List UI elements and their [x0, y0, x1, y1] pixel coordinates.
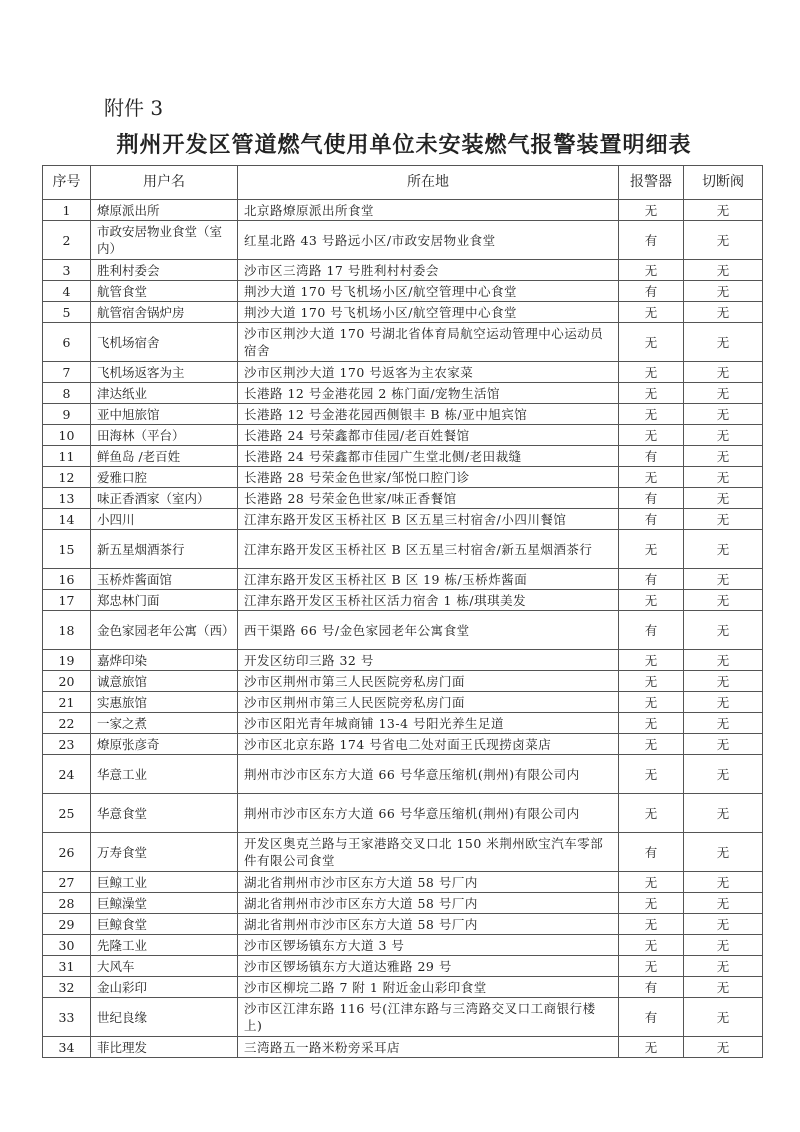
row-user-name: 菲比理发: [91, 1037, 238, 1058]
table-row: [43, 467, 763, 488]
table-row: [43, 200, 763, 221]
row-valve-status: 无: [684, 977, 763, 998]
gas-alarm-table: [42, 165, 763, 1058]
row-alarm-status: 无: [619, 935, 684, 956]
row-number: 27: [43, 872, 91, 893]
row-valve-status: 无: [684, 221, 763, 260]
table-row: [43, 734, 763, 755]
row-number: 18: [43, 611, 91, 650]
row-address: 开发区奥克兰路与王家港路交叉口北 150 米荆州欧宝汽车零部件有限公司食堂: [238, 833, 619, 872]
row-valve-status: 无: [684, 569, 763, 590]
row-valve-status: 无: [684, 650, 763, 671]
row-number: 15: [43, 530, 91, 569]
row-number: 10: [43, 425, 91, 446]
row-number: 5: [43, 302, 91, 323]
row-user-name: 燎原派出所: [91, 200, 238, 221]
table-row: [43, 794, 763, 833]
row-number: 9: [43, 404, 91, 425]
row-alarm-status: 无: [619, 383, 684, 404]
row-number: 17: [43, 590, 91, 611]
row-number: 4: [43, 281, 91, 302]
row-valve-status: 无: [684, 200, 763, 221]
table-row: [43, 590, 763, 611]
row-alarm-status: 无: [619, 914, 684, 935]
row-number: 1: [43, 200, 91, 221]
row-valve-status: 无: [684, 425, 763, 446]
row-address: 江津东路开发区玉桥社区 B 区五星三村宿舍/新五星烟酒茶行: [238, 530, 619, 569]
row-alarm-status: 有: [619, 611, 684, 650]
table-row: [43, 755, 763, 794]
header-alarm: 报警器: [619, 166, 684, 200]
table-row: [43, 914, 763, 935]
row-user-name: 玉桥炸酱面馆: [91, 569, 238, 590]
row-address: 红星北路 43 号路远小区/市政安居物业食堂: [238, 221, 619, 260]
row-address: 长港路 24 号荣鑫都市佳园广生堂北侧/老田裁缝: [238, 446, 619, 467]
row-number: 23: [43, 734, 91, 755]
row-address: 江津东路开发区玉桥社区 B 区五星三村宿舍/小四川餐馆: [238, 509, 619, 530]
row-number: 28: [43, 893, 91, 914]
row-address: 荆州市沙市区东方大道 66 号华意压缩机(荆州)有限公司内: [238, 794, 619, 833]
row-alarm-status: 有: [619, 833, 684, 872]
row-address: 沙市区三湾路 17 号胜利村村委会: [238, 260, 619, 281]
row-alarm-status: 有: [619, 221, 684, 260]
row-number: 6: [43, 323, 91, 362]
row-number: 24: [43, 755, 91, 794]
row-user-name: 亚中旭旅馆: [91, 404, 238, 425]
row-number: 8: [43, 383, 91, 404]
table-row: [43, 872, 763, 893]
row-address: 荆州市沙市区东方大道 66 号华意压缩机(荆州)有限公司内: [238, 755, 619, 794]
row-number: 14: [43, 509, 91, 530]
row-user-name: 味正香酒家（室内）: [91, 488, 238, 509]
row-address: 江津东路开发区玉桥社区 B 区 19 栋/玉桥炸酱面: [238, 569, 619, 590]
row-user-name: 新五星烟酒茶行: [91, 530, 238, 569]
row-alarm-status: 无: [619, 692, 684, 713]
table-row: [43, 488, 763, 509]
row-alarm-status: 无: [619, 671, 684, 692]
row-alarm-status: 无: [619, 362, 684, 383]
table-row: [43, 404, 763, 425]
row-valve-status: 无: [684, 611, 763, 650]
row-valve-status: 无: [684, 713, 763, 734]
table-row: [43, 446, 763, 467]
header-valve: 切断阀: [684, 166, 763, 200]
row-number: 30: [43, 935, 91, 956]
row-number: 21: [43, 692, 91, 713]
row-valve-status: 无: [684, 755, 763, 794]
table-row: [43, 671, 763, 692]
row-number: 3: [43, 260, 91, 281]
row-address: 沙市区阳光青年城商铺 13-4 号阳光养生足道: [238, 713, 619, 734]
row-alarm-status: 无: [619, 755, 684, 794]
table-row: [43, 260, 763, 281]
table-row: [43, 383, 763, 404]
row-address: 北京路燎原派出所食堂: [238, 200, 619, 221]
row-valve-status: 无: [684, 362, 763, 383]
table-row: [43, 1037, 763, 1058]
row-alarm-status: 无: [619, 590, 684, 611]
row-alarm-status: 无: [619, 323, 684, 362]
row-valve-status: 无: [684, 260, 763, 281]
row-alarm-status: 有: [619, 977, 684, 998]
row-alarm-status: 有: [619, 446, 684, 467]
row-alarm-status: 无: [619, 794, 684, 833]
row-address: 沙市区柳垸二路 7 附 1 附近金山彩印食堂: [238, 977, 619, 998]
row-valve-status: 无: [684, 956, 763, 977]
row-user-name: 燎原张彦奇: [91, 734, 238, 755]
row-address: 沙市区锣场镇东方大道 3 号: [238, 935, 619, 956]
header-user: 用户名: [91, 166, 238, 200]
row-valve-status: 无: [684, 530, 763, 569]
row-address: 沙市区江津东路 116 号(江津东路与三湾路交叉口工商银行楼上): [238, 998, 619, 1037]
row-valve-status: 无: [684, 446, 763, 467]
row-alarm-status: 有: [619, 998, 684, 1037]
row-number: 7: [43, 362, 91, 383]
row-alarm-status: 无: [619, 734, 684, 755]
row-alarm-status: 无: [619, 893, 684, 914]
row-valve-status: 无: [684, 671, 763, 692]
row-valve-status: 无: [684, 998, 763, 1037]
row-user-name: 小四川: [91, 509, 238, 530]
row-address: 湖北省荆州市沙市区东方大道 58 号厂内: [238, 914, 619, 935]
row-valve-status: 无: [684, 872, 763, 893]
row-valve-status: 无: [684, 692, 763, 713]
row-address: 沙市区锣场镇东方大道达雅路 29 号: [238, 956, 619, 977]
table-row: [43, 713, 763, 734]
row-user-name: 大风车: [91, 956, 238, 977]
row-alarm-status: 有: [619, 509, 684, 530]
row-user-name: 巨鲸澡堂: [91, 893, 238, 914]
row-valve-status: 无: [684, 323, 763, 362]
document-title: 荆州开发区管道燃气使用单位未安装燃气报警装置明细表: [116, 132, 692, 158]
row-number: 20: [43, 671, 91, 692]
row-number: 33: [43, 998, 91, 1037]
row-alarm-status: 有: [619, 569, 684, 590]
row-user-name: 一家之煮: [91, 713, 238, 734]
row-valve-status: 无: [684, 893, 763, 914]
row-alarm-status: 无: [619, 425, 684, 446]
row-user-name: 郑忠林门面: [91, 590, 238, 611]
row-user-name: 飞机场返客为主: [91, 362, 238, 383]
row-alarm-status: 有: [619, 488, 684, 509]
table-row: [43, 302, 763, 323]
row-user-name: 田海林（平台）: [91, 425, 238, 446]
row-number: 26: [43, 833, 91, 872]
table-row: [43, 425, 763, 446]
row-user-name: 飞机场宿舍: [91, 323, 238, 362]
table-row: [43, 956, 763, 977]
row-valve-status: 无: [684, 302, 763, 323]
row-user-name: 巨鲸工业: [91, 872, 238, 893]
table-row: [43, 893, 763, 914]
row-alarm-status: 无: [619, 200, 684, 221]
row-user-name: 金山彩印: [91, 977, 238, 998]
row-user-name: 巨鲸食堂: [91, 914, 238, 935]
row-number: 29: [43, 914, 91, 935]
row-alarm-status: 无: [619, 260, 684, 281]
row-address: 沙市区荆州市第三人民医院旁私房门面: [238, 692, 619, 713]
row-alarm-status: 无: [619, 467, 684, 488]
row-address: 湖北省荆州市沙市区东方大道 58 号厂内: [238, 893, 619, 914]
row-user-name: 鲜鱼岛 /老百姓: [91, 446, 238, 467]
row-valve-status: 无: [684, 404, 763, 425]
table-row: [43, 530, 763, 569]
row-user-name: 世纪良缘: [91, 998, 238, 1037]
row-user-name: 实惠旅馆: [91, 692, 238, 713]
row-number: 16: [43, 569, 91, 590]
row-number: 2: [43, 221, 91, 260]
row-address: 长港路 28 号荣金色世家/味正香餐馆: [238, 488, 619, 509]
row-valve-status: 无: [684, 914, 763, 935]
attachment-label: 附件 3: [104, 96, 164, 120]
row-user-name: 航管食堂: [91, 281, 238, 302]
row-user-name: 嘉烨印染: [91, 650, 238, 671]
row-valve-status: 无: [684, 383, 763, 404]
row-number: 34: [43, 1037, 91, 1058]
table-row: [43, 998, 763, 1037]
row-user-name: 先隆工业: [91, 935, 238, 956]
row-address: 沙市区荆沙大道 170 号返客为主农家菜: [238, 362, 619, 383]
row-user-name: 诚意旅馆: [91, 671, 238, 692]
row-alarm-status: 无: [619, 302, 684, 323]
table-row: [43, 833, 763, 872]
table-row: [43, 611, 763, 650]
row-address: 沙市区北京东路 174 号省电二处对面王氏现捞卤菜店: [238, 734, 619, 755]
row-alarm-status: 无: [619, 872, 684, 893]
header-no: 序号: [43, 166, 91, 200]
row-number: 13: [43, 488, 91, 509]
row-address: 长港路 24 号荣鑫都市佳园/老百姓餐馆: [238, 425, 619, 446]
row-address: 荆沙大道 170 号飞机场小区/航空管理中心食堂: [238, 302, 619, 323]
table-row: [43, 650, 763, 671]
row-valve-status: 无: [684, 590, 763, 611]
row-alarm-status: 无: [619, 650, 684, 671]
row-user-name: 华意食堂: [91, 794, 238, 833]
table-header-row: [43, 166, 763, 200]
table-row: [43, 692, 763, 713]
table-row: [43, 977, 763, 998]
row-alarm-status: 无: [619, 956, 684, 977]
row-alarm-status: 无: [619, 713, 684, 734]
row-address: 沙市区荆沙大道 170 号湖北省体育局航空运动管理中心运动员宿舍: [238, 323, 619, 362]
row-user-name: 爱雅口腔: [91, 467, 238, 488]
row-user-name: 金色家园老年公寓（西）: [91, 611, 238, 650]
row-user-name: 市政安居物业食堂（室内）: [91, 221, 238, 260]
table-row: [43, 281, 763, 302]
row-address: 长港路 12 号金港花园西侧银丰 B 栋/亚中旭宾馆: [238, 404, 619, 425]
row-user-name: 万寿食堂: [91, 833, 238, 872]
row-user-name: 航管宿舍锅炉房: [91, 302, 238, 323]
row-alarm-status: 无: [619, 530, 684, 569]
row-alarm-status: 有: [619, 281, 684, 302]
row-user-name: 胜利村委会: [91, 260, 238, 281]
table-row: [43, 362, 763, 383]
row-number: 31: [43, 956, 91, 977]
row-address: 湖北省荆州市沙市区东方大道 58 号厂内: [238, 872, 619, 893]
row-valve-status: 无: [684, 509, 763, 530]
row-number: 12: [43, 467, 91, 488]
row-valve-status: 无: [684, 794, 763, 833]
row-address: 沙市区荆州市第三人民医院旁私房门面: [238, 671, 619, 692]
row-address: 长港路 28 号荣金色世家/邹悦口腔门诊: [238, 467, 619, 488]
row-address: 江津东路开发区玉桥社区活力宿舍 1 栋/琪琪美发: [238, 590, 619, 611]
row-number: 11: [43, 446, 91, 467]
row-valve-status: 无: [684, 488, 763, 509]
row-user-name: 华意工业: [91, 755, 238, 794]
row-number: 32: [43, 977, 91, 998]
row-user-name: 津达纸业: [91, 383, 238, 404]
row-address: 西干渠路 66 号/金色家园老年公寓食堂: [238, 611, 619, 650]
table-row: [43, 569, 763, 590]
row-valve-status: 无: [684, 833, 763, 872]
row-address: 荆沙大道 170 号飞机场小区/航空管理中心食堂: [238, 281, 619, 302]
row-address: 三湾路五一路米粉旁采耳店: [238, 1037, 619, 1058]
table-row: [43, 323, 763, 362]
row-valve-status: 无: [684, 1037, 763, 1058]
row-valve-status: 无: [684, 734, 763, 755]
row-valve-status: 无: [684, 935, 763, 956]
row-address: 开发区纺印三路 32 号: [238, 650, 619, 671]
row-valve-status: 无: [684, 281, 763, 302]
row-valve-status: 无: [684, 467, 763, 488]
table-row: [43, 509, 763, 530]
row-address: 长港路 12 号金港花园 2 栋门面/宠物生活馆: [238, 383, 619, 404]
row-number: 25: [43, 794, 91, 833]
row-number: 19: [43, 650, 91, 671]
table-row: [43, 935, 763, 956]
row-alarm-status: 无: [619, 404, 684, 425]
row-alarm-status: 无: [619, 1037, 684, 1058]
row-number: 22: [43, 713, 91, 734]
table-row: [43, 221, 763, 260]
header-address: 所在地: [238, 166, 619, 200]
